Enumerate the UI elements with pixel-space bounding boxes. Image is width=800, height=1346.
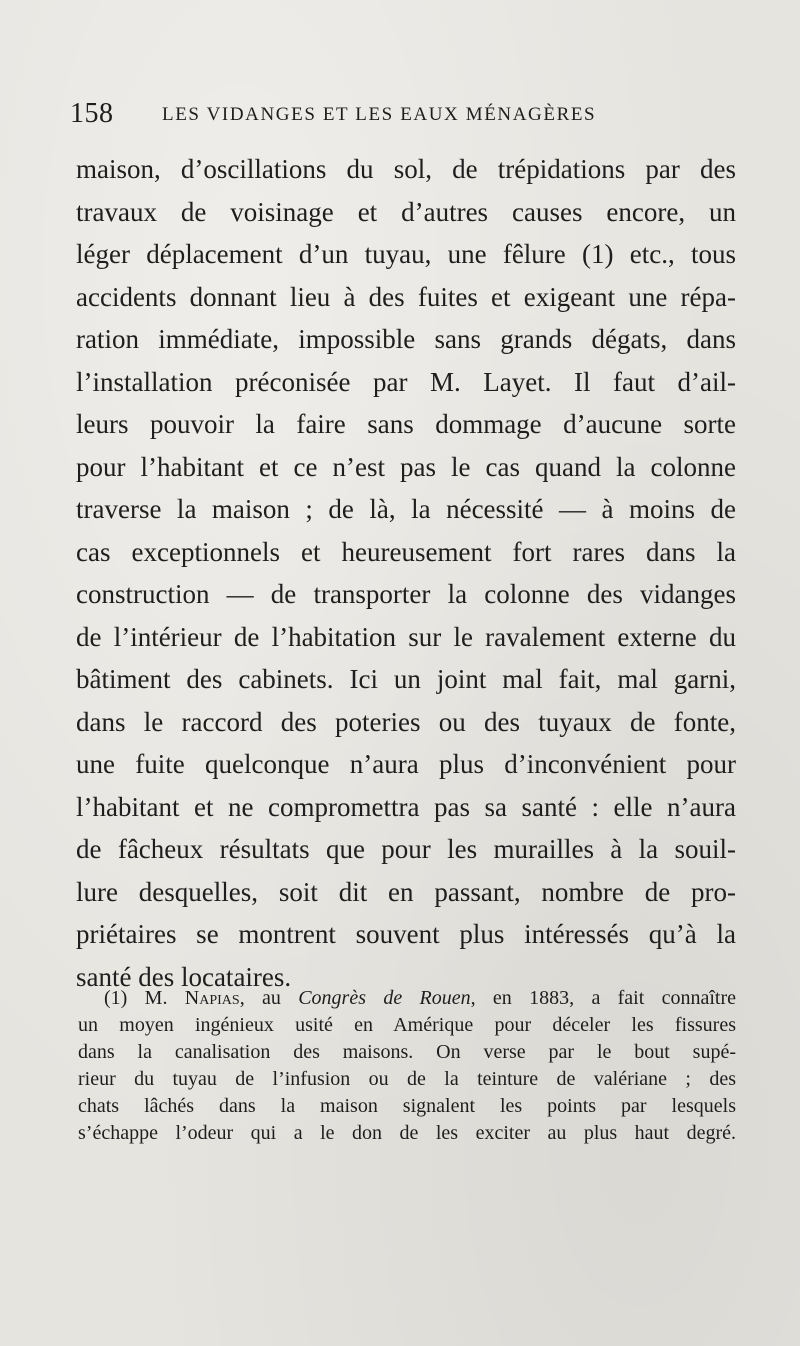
text-line: maison, d’oscillations du sol, de trépidations par des xyxy=(76,154,736,184)
text-line: priétaires se montrent souvent plus intéressés qu’à la xyxy=(76,919,736,949)
text-line: de fâcheux résultats que pour les murailles à la souil- xyxy=(76,834,736,864)
text-line: de l’intérieur de l’habitation sur le ravalement externe du xyxy=(76,621,736,652)
footnote-author: Napias xyxy=(184,987,240,1009)
text-line: une fuite quelconque n’aura plus d’inconvénient pour xyxy=(76,749,736,779)
text-line: bâtiment des cabinets. Ici un joint mal fait, mal garni, xyxy=(76,664,736,694)
text-line: accidents donnant lieu à des fuites et exigeant une répa- xyxy=(76,281,736,312)
footnote-author-prefix: M. xyxy=(144,987,168,1009)
footnote-line: s’échappe l’odeur qui a le don de les exciter au plus haut degré. xyxy=(78,1122,736,1144)
footnote-sep: , au xyxy=(239,987,281,1009)
body-text xyxy=(76,148,736,998)
footnote-line xyxy=(78,985,736,1012)
page-number: 158 xyxy=(70,98,114,129)
text-line: santé des locataires. xyxy=(76,961,292,992)
text-line: dans le raccord des poteries ou des tuyaux de fonte, xyxy=(76,706,736,737)
text-line: leurs pouvoir la faire sans dommage d’aucune sorte xyxy=(76,409,736,439)
footnote-line-rest: , en 1883, a fait connaître xyxy=(470,987,737,1009)
footnote-title: Congrès de Rouen xyxy=(298,987,471,1009)
footnote xyxy=(78,985,736,1147)
footnote-line: dans la canalisation des maisons. On verse par le bout supé- xyxy=(78,1041,736,1063)
text-line: l’habitant et ne compromettra pas sa santé : elle n’aura xyxy=(76,791,736,822)
footnote-line: chats lâchés dans la maison signalent les points par lesquels xyxy=(78,1095,736,1117)
text-line: ration immédiate, impossible sans grands dégats, dans xyxy=(76,324,736,354)
text-line: construction — de transporter la colonne des vidanges xyxy=(76,579,736,609)
footnote-line: rieur du tuyau de l’infusion ou de la teinture de valériane ; des xyxy=(78,1068,736,1090)
text-line: lure desquelles, soit dit en passant, nombre de pro- xyxy=(76,876,736,907)
text-line: traverse la maison ; de là, la nécessité — à moins de xyxy=(76,494,736,524)
text-line: pour l’habitant et ce n’est pas le cas quand la colonne xyxy=(76,451,736,482)
text-line: cas exceptionnels et heureusement fort rares dans la xyxy=(76,536,736,567)
footnote-line: un moyen ingénieux usité en Amérique pour déceler les fissures xyxy=(78,1014,736,1036)
text-line: travaux de voisinage et d’autres causes encore, un xyxy=(76,196,736,227)
text-line: l’installation préconisée par M. Layet. Il faut d’ail- xyxy=(76,366,736,397)
page-header xyxy=(70,98,750,128)
footnote-marker: (1) xyxy=(104,987,128,1009)
running-head: LES VIDANGES ET LES EAUX MÉNAGÈRES xyxy=(162,104,597,125)
text-line: léger déplacement d’un tuyau, une fêlure (1) etc., tous xyxy=(76,239,736,269)
